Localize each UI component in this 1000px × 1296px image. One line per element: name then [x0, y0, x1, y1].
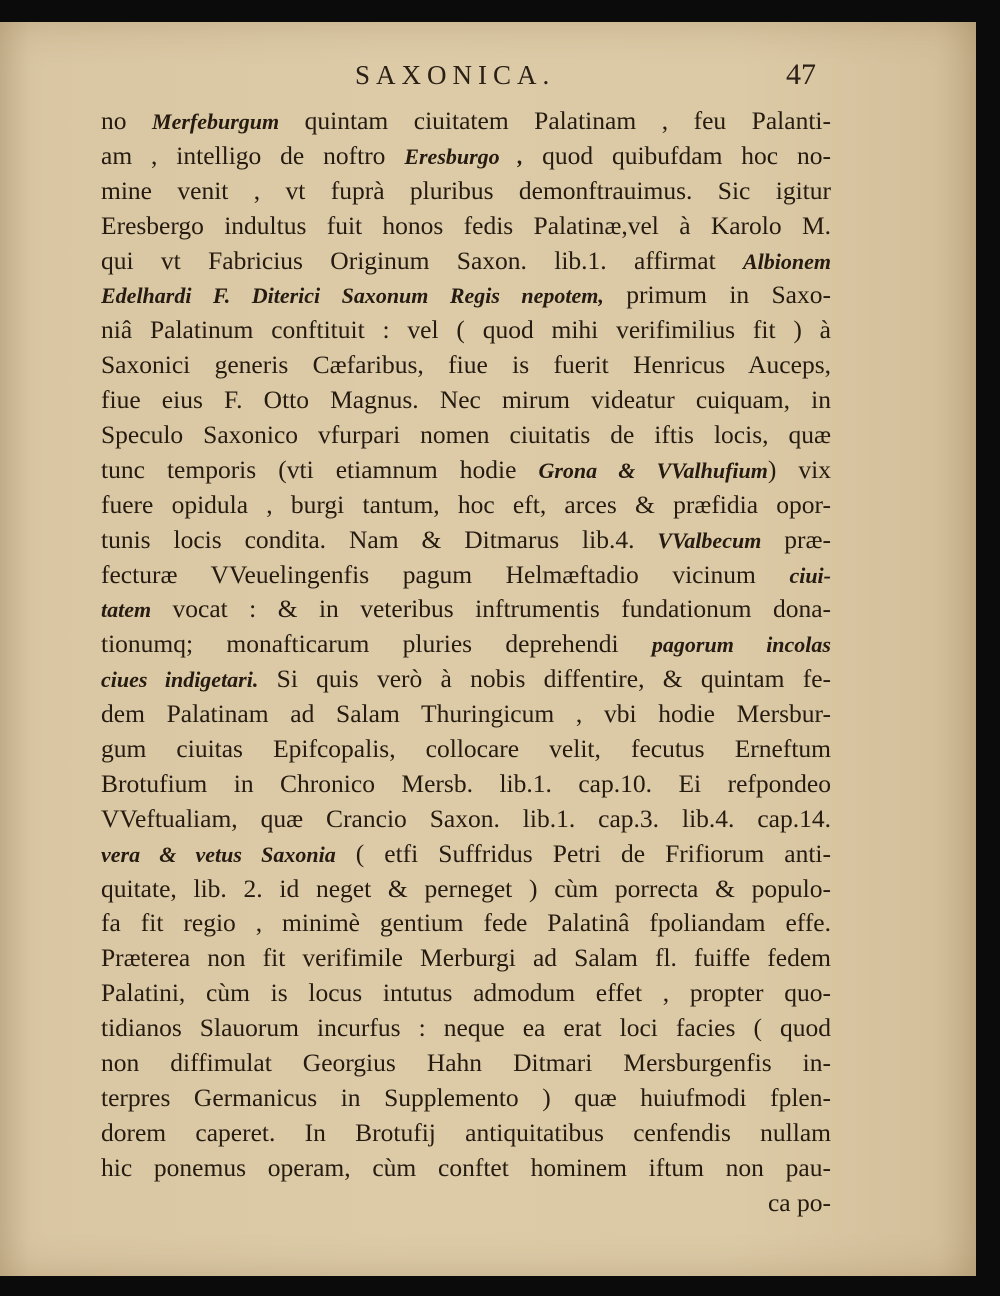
text-segment: vocat : & in veteribus inftrumentis fundationum dona-	[151, 594, 831, 624]
book-page	[0, 22, 976, 1276]
text-line	[101, 592, 831, 627]
text-segment: dorem caperet. In Brotufij antiquitatibus cenfendis nullam	[101, 1117, 831, 1147]
text-line	[101, 244, 831, 279]
body-text	[101, 104, 831, 1221]
text-segment: tunis locis condita. Nam & Ditmarus lib.4.	[101, 524, 658, 554]
text-segment: am , intelligo de noftro	[101, 140, 405, 170]
text-segment: Brotufium in Chronico Mersb. lib.1. cap.10. Ei refpondeo	[101, 768, 831, 798]
text-line	[101, 627, 831, 662]
italic-segment: Grona & VValhufium	[538, 457, 768, 483]
text-line	[101, 523, 831, 558]
text-segment: fuere opidula , burgi tantum, hoc eft, arces & præfidia opor-	[101, 489, 831, 519]
text-segment: niâ Palatinum conftituit : vel ( quod mihi verifimilius fit ) à	[101, 315, 831, 345]
text-line	[101, 767, 831, 802]
text-line	[101, 906, 831, 941]
text-line	[101, 976, 831, 1011]
text-line	[101, 174, 831, 209]
text-line	[101, 418, 831, 453]
italic-segment: ciui-	[789, 562, 831, 588]
text-segment: mine venit , vt fuprà pluribus demonftrauimus. Sic igitur	[101, 175, 831, 205]
text-segment: Saxonici generis Cæfaribus, fiue is fuerit Henricus Auceps,	[101, 350, 831, 380]
italic-segment: Eresburgo ,	[404, 143, 524, 169]
text-segment: quod quibufdam hoc no-	[523, 140, 831, 170]
running-head: SAXONICA.	[355, 60, 556, 90]
text-line	[101, 209, 831, 244]
text-segment: gum ciuitas Epifcopalis, collocare velit, fecutus Erneftum	[101, 734, 831, 764]
italic-segment: pagorum incolas	[651, 632, 831, 658]
text-segment: ( etfi Suffridus Petri de Frifiorum anti-	[335, 838, 831, 868]
text-segment: præ-	[761, 524, 831, 554]
text-line	[101, 1046, 831, 1081]
text-line	[101, 488, 831, 523]
text-segment: Eresbergo indultus fuit honos fedis Palatinæ,vel à Karolo M.	[101, 210, 831, 240]
text-segment: tunc temporis (vti etiamnum hodie	[101, 454, 539, 484]
text-segment: fecturæ VVeuelingenfis pagum Helmæftadio vicinum	[101, 559, 790, 589]
text-segment: qui vt Fabricius Originum Saxon. lib.1. affirmat	[101, 245, 743, 275]
text-line	[101, 732, 831, 767]
italic-segment: Albionem	[742, 248, 831, 274]
text-segment: VVeftualiam, quæ Crancio Saxon. lib.1. cap.3. lib.4. cap.14.	[101, 803, 831, 833]
text-segment: no	[101, 106, 153, 135]
text-line	[101, 1151, 831, 1186]
text-segment: dem Palatinam ad Salam Thuringicum , vbi hodie Mersbur-	[101, 699, 831, 729]
text-segment: Præterea non fit verifimile Merburgi ad Salam fl. fuiffe fedem	[101, 943, 831, 973]
text-segment: hic ponemus operam, cùm conftet hominem iftum non pau-	[101, 1152, 831, 1182]
page-number: 47	[786, 58, 816, 91]
text-line	[101, 313, 831, 348]
text-segment: quintam ciuitatem Palatinam , feu Palanti-	[279, 106, 831, 135]
text-segment: Si quis verò à nobis diffentire, & quintam fe-	[258, 664, 831, 694]
text-line	[101, 662, 831, 697]
text-segment: non diffimulat Georgius Hahn Ditmari Mersburgenfis in-	[101, 1048, 831, 1078]
text-segment: ) vix	[767, 454, 831, 484]
italic-segment: VValbecum	[657, 527, 762, 553]
text-line	[101, 348, 831, 383]
text-segment: quitate, lib. 2. id neget & perneget ) cùm porrecta & populo-	[101, 873, 831, 903]
text-line	[101, 104, 831, 139]
catchword: ca po-	[767, 1187, 831, 1217]
italic-segment: vera & vetus Saxonia	[101, 841, 336, 867]
text-line	[101, 1081, 831, 1116]
text-line	[101, 558, 831, 593]
text-line	[101, 453, 831, 488]
text-line	[101, 139, 831, 174]
text-segment: tidianos Slauorum incurfus : neque ea erat loci facies ( quod	[101, 1013, 831, 1043]
text-line	[101, 837, 831, 872]
text-line	[101, 802, 831, 837]
italic-segment: Edelhardi F. Diterici Saxonum Regis nepotem,	[101, 283, 604, 309]
text-segment: tionumq; monafticarum pluries deprehendi	[101, 629, 652, 659]
text-segment: Speculo Saxonico vfurpari nomen ciuitatis de iftis locis, quæ	[101, 420, 831, 450]
text-segment: fiue eius F. Otto Magnus. Nec mirum videatur cuiquam, in	[101, 385, 831, 415]
italic-segment: Merfeburgum	[152, 109, 280, 134]
text-line	[101, 383, 831, 418]
italic-segment: tatem	[101, 597, 152, 623]
text-line	[101, 1116, 831, 1151]
text-line	[101, 278, 831, 313]
text-line	[101, 872, 831, 907]
text-segment: fa fit regio , minimè gentium fede Palatinâ fpoliandam effe.	[101, 908, 831, 938]
text-segment: Palatini, cùm is locus intutus admodum effet , propter quo-	[101, 978, 831, 1008]
text-line	[101, 697, 831, 732]
text-segment: primum in Saxo-	[603, 280, 831, 310]
text-line	[101, 1011, 831, 1046]
text-line	[101, 941, 831, 976]
text-segment: terpres Germanicus in Supplemento ) quæ huiufmodi fplen-	[101, 1082, 831, 1112]
italic-segment: ciues indigetari.	[101, 667, 259, 693]
